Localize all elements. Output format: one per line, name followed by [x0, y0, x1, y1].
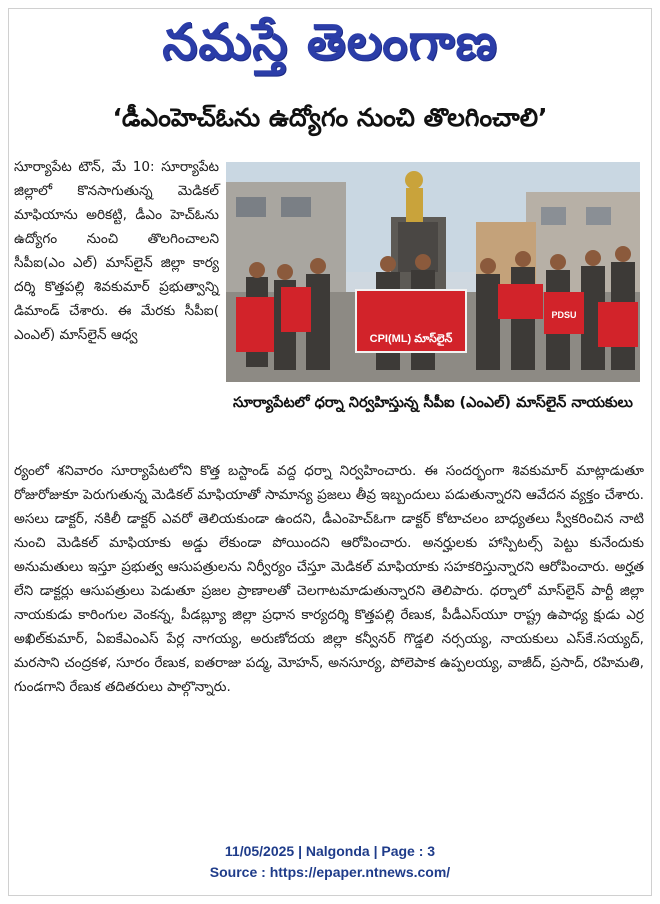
- edition-meta: 11/05/2025 | Nalgonda | Page : 3: [224, 843, 436, 859]
- flag-label: PDSU: [551, 310, 577, 320]
- article-lead-column: [14, 155, 219, 347]
- banner-label: CPI(ML) మాస్‌లైన్: [369, 333, 453, 345]
- protest-photo: [226, 162, 640, 382]
- continuation-paragraph: ర్యంలో శనివారం సూర్యాపేటలోని కొత్త బస్టాండ్ వద్ద ధర్నా నిర్వహించారు. ఈ సందర్భంగా శివకుమార్ మాట్లాడుతూ రోజురోజుకూ పెరుగుతున్న మెడికల్ మాఫియాతో సామాన్య ప్రజలు తీవ్ర ఇబ్బందులు పడుతున్నారని ఆవేదన వ్యక్తం చేశారు. అసలు డాక్టర్, నకిలీ డాక్టర్ ఎవరో తెలియకుండా ఉందని, డీఎంహెచ్‌ఓగా డాక్టర్ కోటాచలం బాధ్యతలు స్వీకరించిన నాటి నుంచి మెడికల్ మాఫియాకు అడ్డు లేకుండా పోయిందని ఆరోపించారు. అనర్హులకు హాస్పిటల్స్ పెట్టు కునేందుకు అనుమతులు ఇస్తూ ప్రభుత్వ ఆసుపత్రులను నిర్వీర్యం చేస్తూ మెడికల్ మాఫియాకు సహకరిస్తున్నారని ఆరోపించారు. అర్హత లేని డాక్టర్లు ఆసుపత్రులు పెడుతూ ప్రజల ప్రాణాలతో చెలగాటమాడుతున్నారని తెలిపారు. ధర్నాలో మాస్‌లైన్ పార్టీ జిల్లా నాయకుడు కారింగుల వెంకన్న, పీడబ్ల్యూ జిల్లా ప్రధాన కార్యదర్శి కొత్తపల్లి రేణుక, పీడీఎస్‌యూ రాష్ట్ర ఉపాధ్య క్షుడు ఎర్ర అఖిల్‌కుమార్, ఏఐకేఎంఎస్ పేర్ల నాగయ్య, అరుణోదయ జిల్లా కన్వీనర్ గొడ్డలి నర్సయ్య, నాయకులు ఎస్‌కే.సయ్యద్, మరసాని చంద్రకళ, సూరం రేణుక, ఐతరాజు పద్మ, మోహన్, అనసూర్య, పోలెపాక ఉప్పలయ్య, వాజీద్, ప్రసాద్, రహిమతి, గుండగాని రేణుక తదితరులు పాల్గొన్నారు.: [14, 463, 644, 695]
- lead-paragraph: సూర్యాపేట టౌన్, మే 10: సూర్యాపేట జిల్లాలో కొనసాగుతున్న మెడికల్ మాఫియాను అరికట్టి, డీఎం హెచ్‌ఓను ఉద్యోగం నుంచి తొలగించాలని సీపీఐ(ఎం ఎల్) మాస్‌లైన్ జిల్లా కార్య దర్శి కొత్తపల్లి శివకుమార్ ప్రభుత్వాన్ని డిమాండ్ చేశారు. ఈ మేరకు సీపీఐ( ఎంఎల్) మాస్‌లైన్ ఆధ్వ: [14, 159, 219, 343]
- page-frame: [8, 8, 652, 896]
- source-link[interactable]: Source : https://epaper.ntnews.com/: [209, 864, 451, 880]
- protest-photo-image: [226, 162, 640, 382]
- article-continuation: [14, 459, 644, 699]
- article-headline: ‘డీఎంహెచ్‌ఓను ఉద్యోగం నుంచి తొలగించాలి’: [112, 103, 548, 132]
- newspaper-masthead: నమస్తే తెలంగాణ: [162, 13, 498, 71]
- photo-caption: సూర్యాపేటలో ధర్నా నిర్వహిస్తున్న సీపీఐ (ఎంఎల్) మాస్‌లైన్ నాయకులు: [233, 395, 633, 411]
